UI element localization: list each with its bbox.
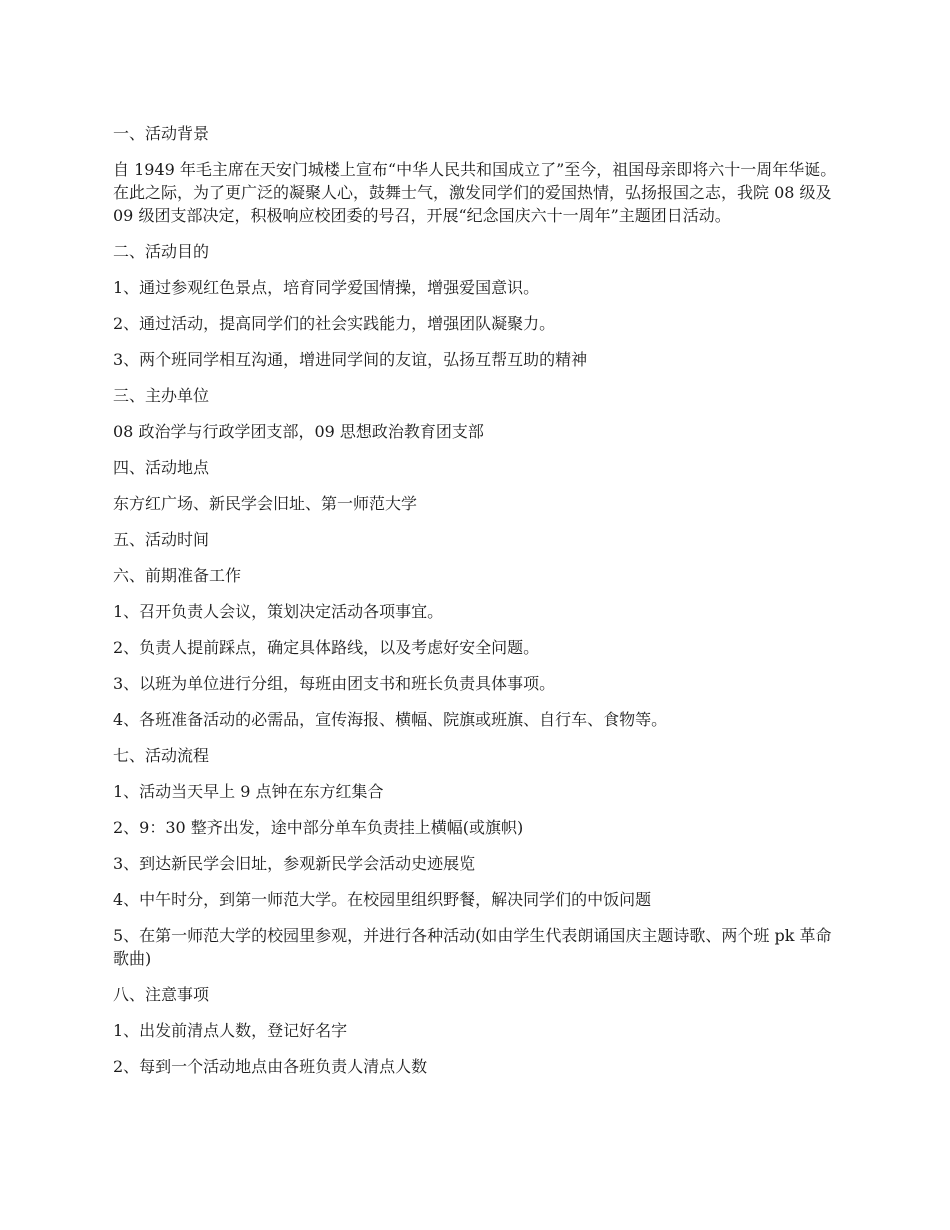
process-item-2: 2、9：30 整齐出发，途中部分单车负责挂上横幅(或旗帜)	[113, 818, 524, 837]
document-page	[113, 122, 843, 1091]
heading-time: 五、活动时间	[113, 530, 210, 549]
notes-item-1: 1、出发前清点人数，登记好名字	[113, 1021, 348, 1040]
location-text: 东方红广场、新民学会旧址、第一师范大学	[113, 494, 418, 513]
heading-process: 七、活动流程	[113, 746, 210, 765]
preparation-item-4: 4、各班准备活动的必需品，宣传海报、横幅、院旗或班旗、自行车、食物等。	[113, 710, 668, 729]
heading-location: 四、活动地点	[113, 458, 210, 477]
process-item-3: 3、到达新民学会旧址，参观新民学会活动史迹展览	[113, 854, 476, 873]
heading-notes: 八、注意事项	[113, 985, 210, 1004]
process-item-1: 1、活动当天早上 9 点钟在东方红集合	[113, 782, 384, 801]
preparation-item-2: 2、负责人提前踩点，确定具体路线，以及考虑好安全问题。	[113, 638, 540, 657]
process-item-4: 4、中午时分，到第一师范大学。在校园里组织野餐，解决同学们的中饭问题	[113, 890, 652, 909]
heading-purpose: 二、活动目的	[113, 242, 210, 261]
preparation-item-1: 1、召开负责人会议，策划决定活动各项事宜。	[113, 602, 444, 621]
organizer-text: 08 政治学与行政学团支部，09 思想政治教育团支部	[113, 422, 484, 441]
heading-background: 一、活动背景	[113, 124, 210, 143]
purpose-item-2: 2、通过活动，提高同学们的社会实践能力，增强团队凝聚力。	[113, 314, 556, 333]
process-item-5: 5、在第一师范大学的校园里参观，并进行各种活动(如由学生代表朗诵国庆主题诗歌、两个班 pk 革命歌曲)	[113, 926, 832, 968]
purpose-item-3: 3、两个班同学相互沟通，增进同学间的友谊，弘扬互帮互助的精神	[113, 350, 588, 369]
preparation-item-3: 3、以班为单位进行分组，每班由团支书和班长负责具体事项。	[113, 674, 556, 693]
heading-organizer: 三、主办单位	[113, 386, 210, 405]
heading-preparation: 六、前期准备工作	[113, 566, 242, 585]
notes-item-2: 2、每到一个活动地点由各班负责人清点人数	[113, 1057, 428, 1076]
purpose-item-1: 1、通过参观红色景点，培育同学爱国情操，增强爱国意识。	[113, 278, 540, 297]
paragraph-background: 自 1949 年毛主席在天安门城楼上宣布“中华人民共和国成立了”至今，祖国母亲即将六十一周年华诞。在此之际，为了更广泛的凝聚人心，鼓舞士气，激发同学们的爱国热情，弘扬报国之志，我院 08 级及 09 级团支部决定，积极响应校团委的号召，开展“纪念国庆六十一周年”主题团日活动。	[113, 160, 837, 225]
